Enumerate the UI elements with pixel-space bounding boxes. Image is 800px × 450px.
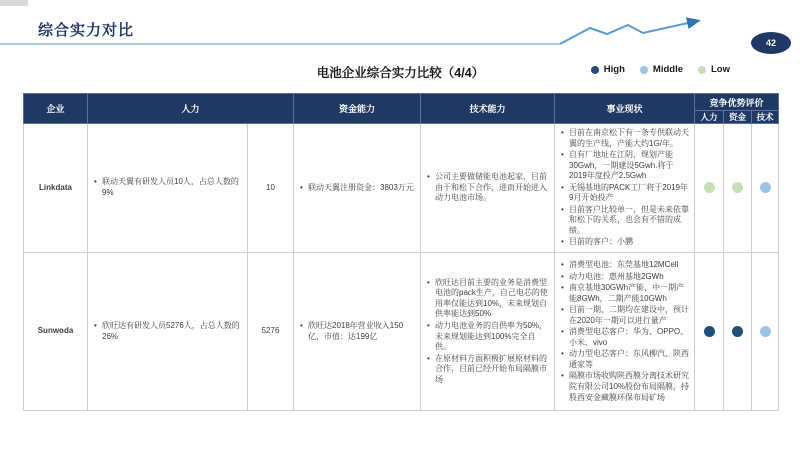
bullet-item: • 动力型电芯客户：东风柳汽、陕西通家等 bbox=[560, 349, 689, 370]
bullet-item: • 欣旺达2018年营业收入150亿，市值：达199亿 bbox=[299, 321, 415, 342]
header-adv-manpower: 人力 bbox=[695, 111, 724, 124]
rating-manpower-cell bbox=[695, 253, 724, 411]
company-name: Sunwoda bbox=[24, 253, 88, 411]
bullet-item: • 消费型电芯客户：华为、OPPO、小米、vivo bbox=[560, 327, 689, 348]
header-adv-capital: 资金 bbox=[724, 111, 752, 124]
bullet-item: • 南京基地30GWh产能，中一期产能8GWh，二期产能10GWh bbox=[560, 283, 689, 304]
bullet-item: • 欣旺达有研发人员5276人，占总人数的26% bbox=[93, 321, 242, 342]
bullet-item: • 无锡基地的PACK工厂将于2019年9月开始投产 bbox=[560, 183, 689, 204]
bullet-item: • 在原材料方面积极扩展原材料的合作，目前已经开始布局隔膜市场 bbox=[426, 354, 549, 386]
header-business: 事业现状 bbox=[555, 94, 695, 124]
header-capital: 资金能力 bbox=[294, 94, 421, 124]
legend-label-low: Low bbox=[711, 64, 730, 75]
table-row-sunwoda bbox=[24, 253, 779, 411]
bullet-item: • 欣旺达目前主要的业务是消费型电池的pack生产，自己电芯的使用率仅能达到10%，未来规划自供率能达到50% bbox=[426, 278, 549, 320]
bullet-item: • 联动天翼注册资金：3803万元 bbox=[299, 183, 415, 194]
header-tech: 技术能力 bbox=[421, 94, 555, 124]
rating-dot bbox=[732, 326, 743, 337]
rating-dot bbox=[704, 182, 715, 193]
business-cell bbox=[555, 253, 695, 411]
rating-manpower-cell bbox=[695, 124, 724, 253]
bullet-item: • 自有厂地址在江阴，规划产能30Gwh，一期建设5Gwh.将于2019年度投产2.5Gwh bbox=[560, 150, 689, 182]
legend-label-high: High bbox=[603, 64, 625, 75]
bullet-item: • 联动天翼有研发人员10人，占总人数的9% bbox=[93, 177, 242, 198]
legend-item-middle bbox=[640, 64, 683, 75]
header-adv-tech: 技术 bbox=[752, 111, 779, 124]
legend-item-high bbox=[591, 64, 625, 75]
middle-dot-icon bbox=[640, 66, 648, 74]
manpower-count: 5276 bbox=[248, 253, 294, 411]
page-number: 42 bbox=[765, 38, 776, 48]
rating-capital-cell bbox=[724, 253, 752, 411]
table-row-linkdata bbox=[24, 124, 779, 253]
rating-dot bbox=[704, 326, 715, 337]
bullet-item: • 目前客户比较单一，但是未来依靠和松下的关系，也会有不错的成绩。 bbox=[560, 205, 689, 237]
business-cell bbox=[555, 124, 695, 253]
bullet-item: • 目前的客户：小鹏 bbox=[560, 237, 689, 248]
rating-tech-cell bbox=[752, 124, 779, 253]
bullet-item: • 目前在南京松下有一条专供联动天翼的生产线，产能大约1G/年。 bbox=[560, 128, 689, 149]
rating-dot bbox=[760, 326, 771, 337]
header-company: 企业 bbox=[24, 94, 88, 124]
bullet-item: • 动力电池：惠州基地2GWh bbox=[560, 272, 689, 283]
high-dot-icon bbox=[591, 66, 599, 74]
trend-line-decoration bbox=[0, 0, 800, 60]
page-number-badge bbox=[751, 32, 791, 54]
rating-dot bbox=[732, 182, 743, 193]
bullet-item: • 动力电池业务的自供率为50%，未来规划能达到100%完全自供。 bbox=[426, 321, 549, 353]
manpower-cell bbox=[88, 253, 248, 411]
manpower-count: 10 bbox=[248, 124, 294, 253]
rating-dot bbox=[760, 182, 771, 193]
legend-label-middle: Middle bbox=[652, 64, 683, 75]
bullet-item: • 目前一期、二期均在建设中，预计在2020年一期可以进行量产 bbox=[560, 305, 689, 326]
bullet-item: • 公司主要做储能电池起家，目前由于和松下合作，进而开始进入动力电池市场。 bbox=[426, 172, 549, 204]
slide-subtitle: 电池企业综合实力比较（4/4） bbox=[316, 66, 485, 80]
header-advantage: 竞争优势评价 bbox=[695, 94, 779, 111]
manpower-cell bbox=[88, 124, 248, 253]
comparison-table bbox=[23, 93, 779, 411]
rating-legend bbox=[591, 64, 730, 75]
capital-cell bbox=[294, 124, 421, 253]
tech-cell bbox=[421, 124, 555, 253]
capital-cell bbox=[294, 253, 421, 411]
header-manpower: 人力 bbox=[88, 94, 294, 124]
legend-item-low bbox=[698, 64, 730, 75]
bullet-item: • 隔膜市场收购陕西膜分离技术研究院有限公司10%股份布局隔膜，持股西安金藏膜环保布局矿场 bbox=[560, 371, 689, 403]
page-title: 综合实力对比 bbox=[38, 22, 135, 39]
company-name: Linkdata bbox=[24, 124, 88, 253]
low-dot-icon bbox=[698, 66, 706, 74]
tech-cell bbox=[421, 253, 555, 411]
bullet-item: • 消费型电池：东莞基地12MCell bbox=[560, 260, 689, 271]
rating-tech-cell bbox=[752, 253, 779, 411]
rating-capital-cell bbox=[724, 124, 752, 253]
